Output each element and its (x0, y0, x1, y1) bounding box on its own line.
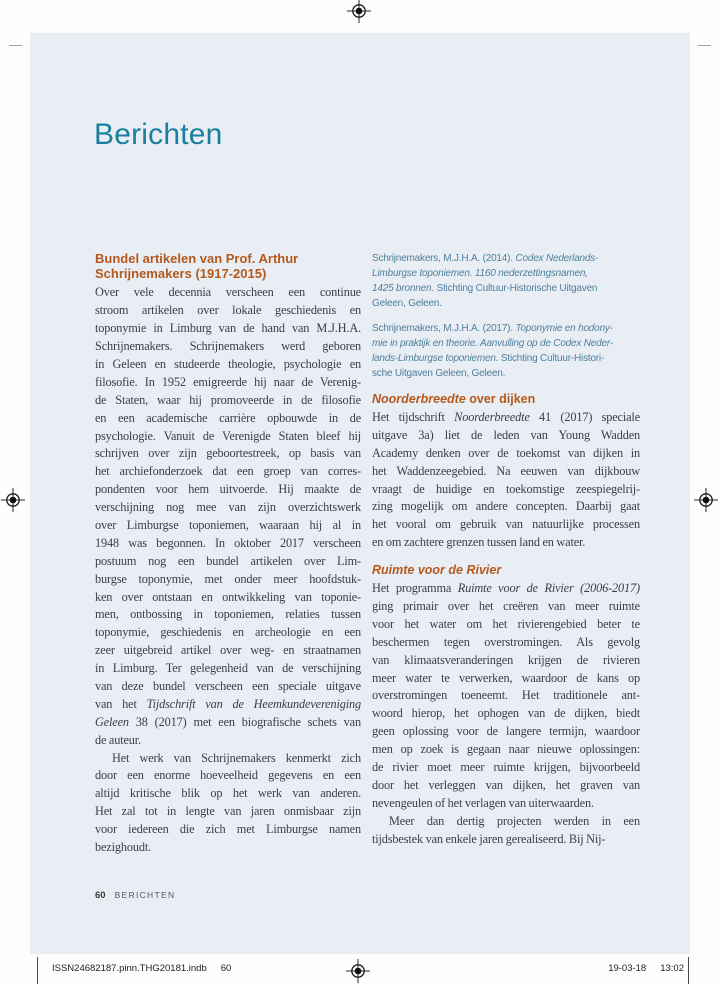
text-line: beschermen tegen overstromingen. Als gevolg (372, 634, 640, 649)
text-line: Over vele decennia verscheen een continue (95, 285, 361, 300)
text-line: in Geleen en studeerde theologie, psychologie en (95, 356, 361, 371)
text-line: Geleen 38 (2017) met een biografische schets van (95, 714, 361, 729)
text-line: Schrijnemakers. Schrijnemakers werd geboren (95, 339, 361, 354)
paragraph (372, 580, 640, 813)
text-line: Meer dan dertig projecten werden in een (389, 813, 640, 828)
text-line: woord hierop, het ophogen van de dijken, biedt (372, 706, 640, 721)
print-date: 19-03-18 (608, 963, 647, 974)
text-line: psychologie. Vanuit de Verenigde Staten bleef hij (95, 428, 361, 443)
text-line: zeer uitgebreid artikel over weg- en straatnamen (95, 643, 361, 658)
text-line: mie in praktijk en theorie. Aanvulling op de Codex Neder- (372, 338, 613, 349)
text-line: voor iedereen die zich met Limburgse namen (95, 822, 361, 837)
crop-line (688, 957, 689, 984)
footer-section-label: BERICHTEN (114, 890, 176, 900)
text-line: nevengeulen of het verlagen van uiterwaarden. (372, 795, 594, 810)
print-info-file (52, 963, 231, 974)
text-line: zing mogelijk om andere concepten. Daarbij gaat (372, 499, 640, 514)
text-line: Het programma Ruimte voor de Rivier (2006-2017) (372, 581, 640, 596)
paragraph (95, 284, 361, 749)
print-info-datetime (608, 963, 684, 974)
text-line: door het verleggen van dijken, het graven van (372, 777, 640, 792)
text-line: en een academische carrière opbouwde in de (95, 410, 361, 425)
text-line: van het Tijdschrift van de Heemkundevereniging (95, 696, 361, 711)
text-line: filosofie. In 1952 emigreerde hij naar de Verenig- (95, 374, 361, 389)
registration-mark-icon (347, 0, 371, 23)
text-line: Noorderbreedte over dijken (372, 392, 536, 406)
page-number: 60 (95, 890, 106, 901)
text-line: burgse toponymie, met onder meer hoofdstuk- (95, 571, 361, 586)
print-file-page: 60 (220, 963, 232, 974)
article-column-right (372, 251, 640, 848)
text-line: het archiefonderzoek dat een groep van corres- (95, 464, 361, 479)
text-line: vraagt de huidige en toekomstige zeespiegelrij- (372, 481, 640, 496)
text-line: Het tijdschrift Noorderbreedte 41 (2017) speciale (372, 410, 640, 424)
text-line: ken over ontstaan en ontwikkeling van toponie- (95, 589, 361, 604)
text-line: toponymie in Limburg van de hand van M.J.H.A. (95, 321, 361, 336)
print-time: 13:02 (660, 963, 684, 974)
text-line: van klimaatsveranderingen krijgen de rivieren (372, 652, 640, 667)
text-line: de rivier moet meer ruimte krijgen, bijvoorbeeld (372, 760, 640, 775)
text-line: uitgave 3a) liet de leden van Young Wadden (372, 427, 640, 442)
text-line: verschijning nog mee van zijn overzichtswerk (95, 500, 361, 515)
text-line: sche Uitgaven Geleen, Geleen. (372, 368, 506, 379)
text-line: Het zal tot in lengte van jaren onmisbaar zijn (95, 804, 361, 819)
text-line: toponymie, geschiedenis en archeologie en een (95, 625, 361, 640)
text-line: schrijven over zijn geboortestreek, op basis van (95, 446, 361, 461)
registration-mark-icon (694, 488, 718, 512)
article-column-left (95, 251, 361, 857)
registration-mark-icon (1, 488, 25, 512)
article-heading (95, 251, 361, 281)
text-line: meer water te verwerken, waardoor de kans op (372, 670, 640, 685)
reference-entry (372, 321, 640, 381)
text-line: de Staten, waar hij promoveerde in de filosofie (95, 392, 361, 407)
text-line: Het werk van Schrijnemakers kenmerkt zich (112, 750, 361, 765)
reference-entry (372, 251, 640, 311)
text-line: bezighoudt. (95, 840, 152, 855)
page-title: Berichten (94, 118, 223, 151)
text-line: door een enorme hoeveelheid gegevens en een (95, 768, 361, 783)
text-line: altijd kritische blik op het werk van anderen. (95, 786, 361, 801)
paragraph (95, 750, 361, 857)
text-line: lands-Limburgse toponiemen. Stichting Cultuur-Histori- (372, 353, 605, 364)
text-line: men, ontbossing in toponiemen, relaties tussen (95, 607, 361, 622)
text-line: het Waddenzeegebied. Na eeuwen van dijkbouw (372, 463, 640, 478)
text-line: van deze bundel verscheen een speciale uitgave (95, 679, 361, 693)
crop-tick (9, 45, 22, 46)
text-line: in Limburg. Ter gelegenheid van de verschijning (95, 661, 361, 676)
text-line: Ruimte voor de Rivier (372, 563, 502, 578)
page-footer (95, 885, 175, 903)
section-heading (372, 392, 640, 407)
text-line: tijdsbestek van enkele jaren gerealiseerd. Bij Nij- (372, 831, 606, 846)
text-line: postuum nog een bundel artikelen over Lim- (95, 553, 361, 568)
section-heading (372, 563, 640, 578)
text-line: ging primair over het creëren van meer ruimte (372, 599, 640, 614)
paragraph (372, 409, 640, 552)
print-file-name: ISSN24682187.pinn.THG20181.indb (52, 963, 207, 974)
text-line: men op zoek is gegaan naar nieuwe oplossingen: (372, 742, 640, 757)
text-line: Bundel artikelen van Prof. Arthur (95, 251, 299, 266)
crop-tick (698, 45, 711, 46)
text-line: Limburgse toponiemen. 1160 nederzettingsnamen, (372, 268, 588, 279)
text-line: de auteur. (95, 732, 142, 747)
registration-mark-icon (346, 959, 370, 983)
text-line: Academy denken over de toekomst van dijken in (372, 445, 640, 460)
text-line: Schrijnemakers, M.J.H.A. (2017). Toponymie en hodony- (372, 323, 613, 334)
text-line: Schrijnemakers, M.J.H.A. (2014). Codex Nederlands- (372, 253, 599, 264)
text-line: overstromingen toeneemt. Het traditionele ant- (372, 688, 640, 703)
text-line: voor het water om het rivierengebied beter te (372, 616, 640, 631)
text-line: over Limburgse toponiemen, waaraan hij al in (95, 517, 361, 532)
text-line: Geleen, Geleen. (372, 298, 442, 309)
text-line: het vooral om gebruik van natuurlijke processen (372, 517, 640, 532)
crop-line (37, 957, 38, 984)
text-line: 1948 was begonnen. In oktober 2017 verscheen (95, 535, 361, 550)
text-line: 1425 bronnen. Stichting Cultuur-Historische Uitgaven (372, 283, 598, 294)
text-line: geen oplossing voor de langere termijn, waardoor (372, 724, 640, 739)
text-line: Schrijnemakers (1917-2015) (95, 266, 267, 282)
text-line: stroom artikelen over lokale geschiedenis en (95, 303, 361, 318)
paragraph (372, 813, 640, 849)
text-line: en om zachtere grenzen tussen land en water. (372, 535, 586, 550)
text-line: pondenten voor hem uitvoerde. Hij maakte de (95, 482, 361, 497)
